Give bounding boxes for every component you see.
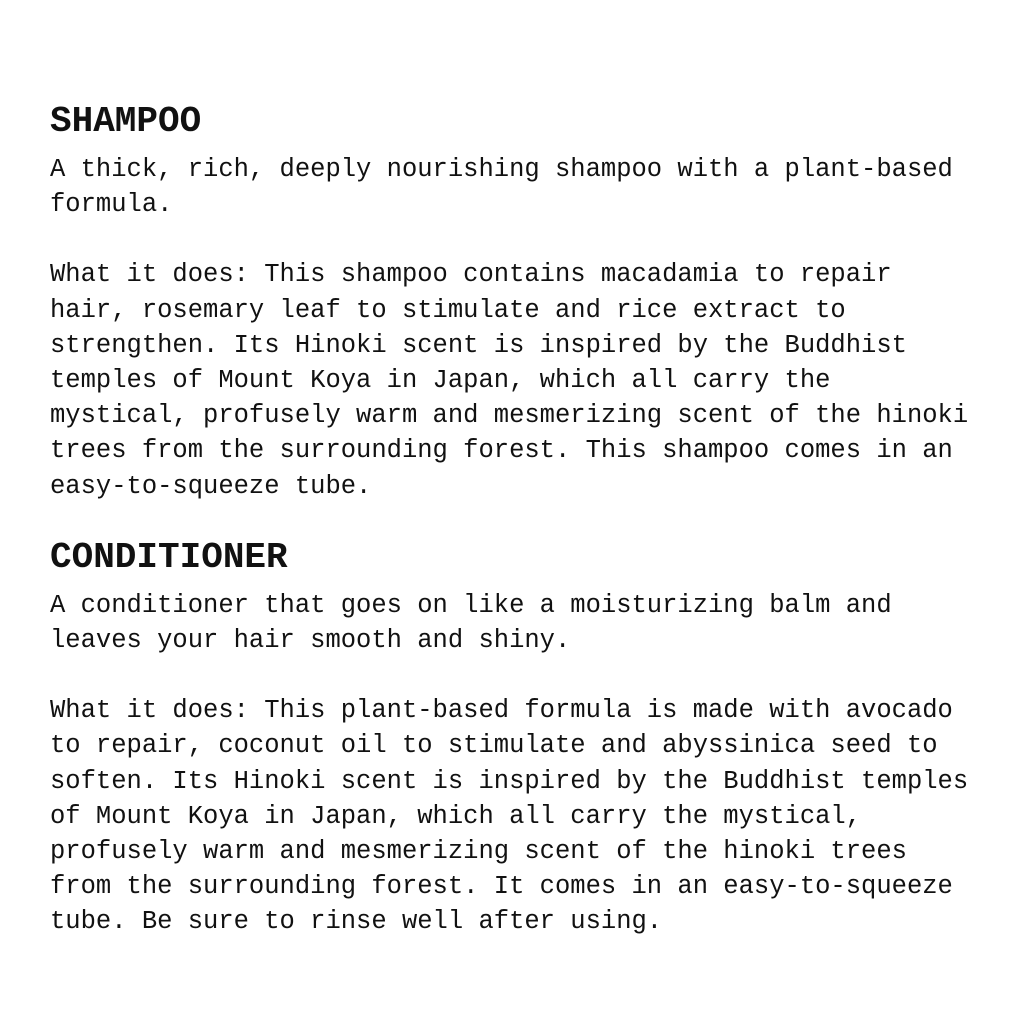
shampoo-section (50, 100, 990, 504)
shampoo-heading: SHAMPOO (50, 101, 202, 142)
conditioner-intro: A conditioner that goes on like a moisturizing balm and leaves your hair smooth and shiny. (50, 590, 892, 656)
shampoo-intro: A thick, rich, deeply nourishing shampoo with a plant-based formula. (50, 155, 953, 220)
shampoo-details: What it does: This shampoo contains macadamia to repair hair, rosemary leaf to stimulate and rice extract to strengthen. Its Hinoki scent is inspired by the Buddhist temples of Mount Koya in Japan, which all carry the mystical, profusely warm and mesmerizing scent of the hinoki trees from the surrounding forest. This shampoo comes in an easy-to-squeeze tube. (50, 260, 969, 501)
conditioner-heading: CONDITIONER (50, 536, 288, 578)
product-description-page (50, 100, 990, 940)
conditioner-details: What it does: This plant-based formula is made with avocado to repair, coconut oil to stimulate and abyssinica seed to soften. Its Hinoki scent is inspired by the Buddhist temples of Mount Koya in Japan, which all carry the mystical, profusely warm and mesmerizing scent of the hinoki trees from the surrounding forest. It comes in an easy-to-squeeze tube. Be sure to rinse well after using. (50, 696, 969, 937)
conditioner-section (50, 536, 990, 940)
